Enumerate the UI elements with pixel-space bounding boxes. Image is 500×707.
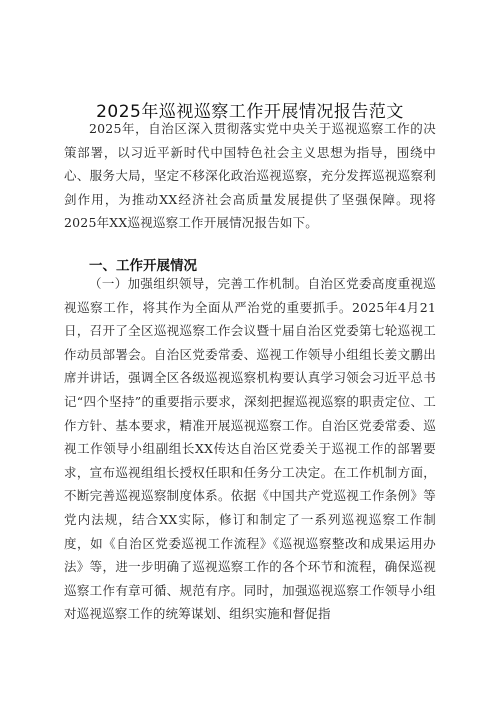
section-heading-work-status: 一、工作开展情况 <box>89 258 197 274</box>
section-paragraph-organization: （一）加强组织领导，完善工作机制。自治区党委高度重视巡视巡察工作，将其作为全面从严治党的重要抓手。2025年4月21日，召开了全区巡视巡察工作会议暨十届自治区党委第七轮巡视工作动员部署会。自治区党委常委、巡视工作领导小组组长姜文鹏出席并讲话，强调全区各级巡视巡察机构要认真学习领会习近平总书记“四个坚持”的重要指示要求，深刻把握巡视巡察的职责定位、工作方针、基本要求，精准开展巡视巡察工作。自治区党委常委、巡视工作领导小组副组长XX传达自治区党委关于巡视工作的部署要求，宣布巡视组组长授权任职和任务分工决定。在工作机制方面，不断完善巡视巡察制度体系。依据《中国共产党巡视工作条例》等党内法规，结合XX实际，修订和制定了一系列巡视巡察工作制度，如《自治区党委巡视工作流程》《巡视巡察整改和成果运用办法》等，进一步明确了巡视巡察工作的各个环节和流程，确保巡视巡察工作有章可循、规范有序。同时，加强巡视巡察工作领导小组对巡视巡察工作的统筹谋划、组织实施和督促指 <box>64 276 436 622</box>
intro-paragraph: 2025年，自治区深入贯彻落实党中央关于巡视巡察工作的决策部署，以习近平新时代中国特色社会主义思想为指导，围绕中心、服务大局，坚定不移深化政治巡视巡察，充分发挥巡视巡察利剑作用，为推动XX经济社会高质量发展提供了坚强保障。现将2025年XX巡视巡察工作开展情况报告如下。 <box>64 121 436 231</box>
document-title: 2025年巡视巡察工作开展情况报告范文 <box>96 102 404 123</box>
